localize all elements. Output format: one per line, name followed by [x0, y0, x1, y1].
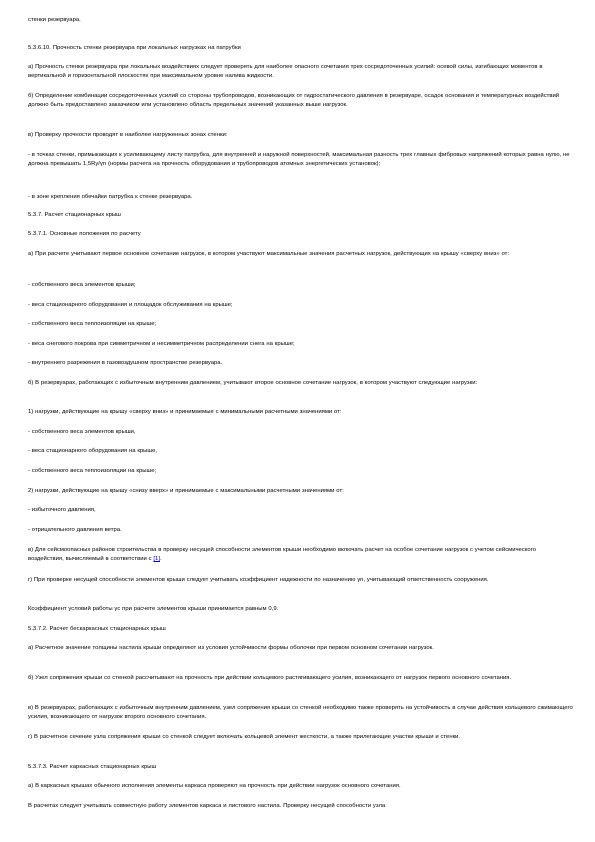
list-item: - веса стационарного оборудования на крыше,: [28, 448, 158, 454]
list-item: - избыточного давления,: [28, 507, 96, 513]
paragraph: 1) нагрузки, действующие на крышу «сверху вниз» и принимаемые с минимальными расчетными значениями от:: [28, 409, 342, 415]
list-item: - веса стационарного оборудования и площадок обслуживания на крыше;: [28, 302, 233, 308]
paragraph: в) В резервуарах, работающих с избыточным внутренним давлением, узел сопряжения крыши со стенкой необходимо также проверять на устойчивость в случае действия кольцевого сжимающего усилия, возникающего от нагрузок второго основного сочетания.: [28, 705, 573, 720]
list-item: - внутреннего разрежения в газовоздушном пространстве резервуара.: [28, 360, 223, 366]
paragraph: стенки резервуара.: [28, 17, 81, 23]
subsection-heading: 5.3.7.3. Расчет каркасных стационарных крыш: [28, 764, 157, 770]
paragraph: б) Определение комбинации сосредоточенных усилий со стороны трубопроводов, возникающих от гидростатического давления в резервуаре, осадок основания и температурных воздействий должно быть предоставлено заказчиком или установлено область предельных значений указанных выше нагрузок.: [28, 93, 560, 108]
section-heading: 5.3.6.10. Прочность стенки резервуара при локальных нагрузках на патрубки: [28, 45, 241, 51]
reference-link[interactable]: [1]: [153, 556, 160, 562]
paragraph: б) В резервуарах, работающих с избыточным внутренним давлением, учитывают второе основное сочетание нагрузок, в котором участвуют следующие нагрузки:: [28, 380, 478, 386]
paragraph: Коэффициент условий работы γc при расчете элементов крыши принимается равным 0,9.: [28, 606, 279, 612]
paragraph: б) Узел сопряжения крыши со стенкой рассчитывают на прочность при действии кольцевого растягивающего усилия, возникающего от нагрузок первого основного сочетания.: [28, 675, 512, 681]
list-item: - отрицательного давления ветра.: [28, 527, 122, 533]
paragraph-text: в) Для сейсмоопасных районов строительства в проверку несущей способности элементов крыши необходимо включать расчет на особое сочетание нагрузок с учетом сейсмического воздействия, вычисляемый в соответствии с: [28, 547, 536, 562]
list-item: - собственного веса элементов крыши,: [28, 429, 136, 435]
list-item: - веса снегового покрова при симметричном и несимметричном распределении снега на крыше;: [28, 341, 295, 347]
paragraph: в) Проверку прочности проводят в наиболее нагруженных зонах стенки:: [28, 132, 228, 138]
list-item: - в зоне крепления обечайки патрубка к стенке резервуара.: [28, 194, 193, 200]
paragraph: В расчетах следует учитывать совместную работу элементов каркаса и листового настила. Проверку несущей способности узла: [28, 803, 386, 809]
subsection-heading: 5.3.7.2. Расчет бескаркасных стационарных крыш: [28, 626, 166, 632]
list-item: - в точках стенки, примыкающих к усиливающему листу патрубка, для внутренней и наружной поверхностей, максимальная разность трех главных фибровых напряжений которых равна нулю, не должна превышать 1,5Ry/γn (нормы расчета на прочность оборудования и трубопроводов атомных энергетических установок);: [28, 152, 570, 167]
list-item: - собственного веса теплоизоляции на крыше;: [28, 321, 157, 327]
paragraph: г) При проверке несущей способности элементов крыши следует учитывать коэффициент надежности по назначению γn, учитывающий ответственность сооружения.: [28, 577, 489, 583]
list-item: - собственного веса элементов крыши;: [28, 282, 136, 288]
paragraph: а) Расчетное значение толщины настила крыши определяют из условия устойчивости формы оболочки при первом основном сочетании нагрузок.: [28, 645, 434, 651]
list-item: - собственного веса теплоизоляции на крыше;: [28, 468, 157, 474]
paragraph: а) В каркасных крышах обычного исполнения элементы каркаса проверяют на прочность при действии нагрузок основного сочетания.: [28, 783, 401, 789]
section-heading: 5.3.7. Расчет стационарных крыш: [28, 212, 121, 218]
subsection-heading: 5.3.7.1. Основные положения по расчету: [28, 231, 141, 237]
paragraph: [28, 546, 573, 564]
paragraph: а) При расчете учитывают первое основное сочетание нагрузок, в котором участвуют максимальные значения расчетных нагрузок, действующих на крышу «сверху вниз» от:: [28, 251, 509, 257]
paragraph: а) Прочность стенки резервуара при локальных воздействиях следует проверять для наиболее опасного сочетания трех сосредоточенных усилий: осевой силы, изгибающих моментов в вертикальной и горизонтальной плоскостях при максимальном уровне налива жидкости.: [28, 64, 543, 79]
paragraph-text-end: .: [159, 556, 162, 562]
paragraph: 2) нагрузки, действующие на крышу «снизу вверх» и принимаемые с максимальными расчетными значениями от:: [28, 488, 344, 494]
paragraph: г) В расчетное сечение узла сопряжения крыши со стенкой следует включать кольцевой элемент жесткости, а также прилегающие участки крыши и стенки.: [28, 734, 461, 740]
